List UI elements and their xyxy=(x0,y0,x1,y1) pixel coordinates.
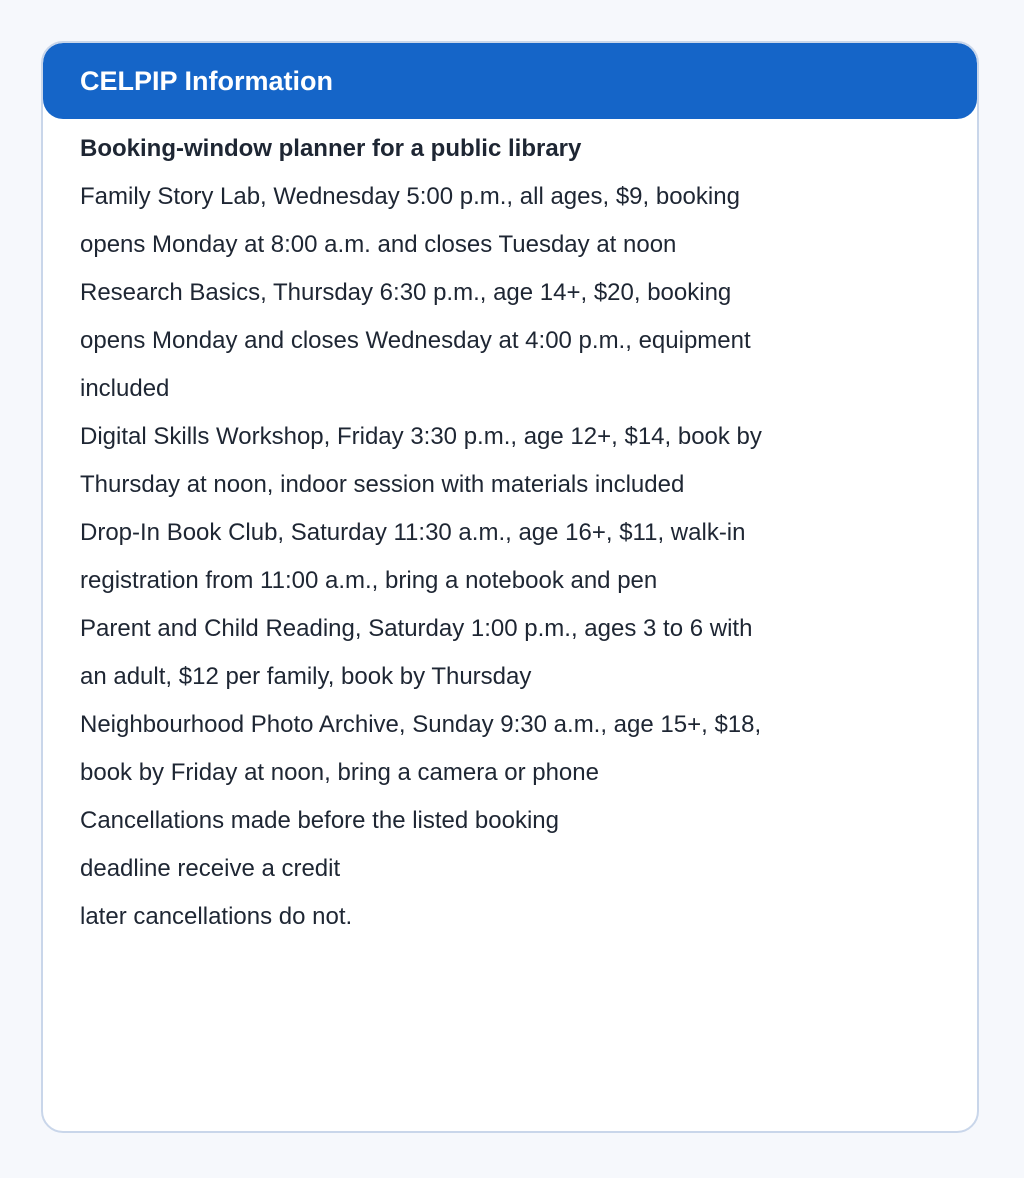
card-subtitle: Booking-window planner for a public library xyxy=(80,135,582,162)
info-card xyxy=(41,41,979,1133)
entry-drop-in-book-club: Drop-In Book Club, Saturday 11:30 a.m., age 16+, $11, walk-in registration from 11:00 a.m., bring a notebook and pen xyxy=(80,519,746,594)
entry-neighbourhood-photo-archive: Neighbourhood Photo Archive, Sunday 9:30 a.m., age 15+, $18, book by Friday at noon, bring a camera or phone xyxy=(80,711,762,786)
entry-research-basics: Research Basics, Thursday 6:30 p.m., age 14+, $20, booking opens Monday and closes Wednesday at 4:00 p.m., equipment included xyxy=(80,279,751,402)
policy-line-1: Cancellations made before the listed booking xyxy=(80,807,559,834)
entry-family-story-lab: Family Story Lab, Wednesday 5:00 p.m., all ages, $9, booking opens Monday at 8:00 a.m. and closes Tuesday at noon xyxy=(80,183,740,258)
entry-digital-skills-workshop: Digital Skills Workshop, Friday 3:30 p.m., age 12+, $14, book by Thursday at noon, indoor session with materials included xyxy=(80,423,762,498)
card-body xyxy=(43,119,807,941)
card-title: CELPIP Information xyxy=(80,65,334,96)
card-header xyxy=(43,43,977,119)
policy-line-3: later cancellations do not. xyxy=(80,903,353,930)
policy-line-2: deadline receive a credit xyxy=(80,855,341,882)
entry-parent-and-child-reading: Parent and Child Reading, Saturday 1:00 p.m., ages 3 to 6 with an adult, $12 per family, book by Thursday xyxy=(80,615,753,690)
